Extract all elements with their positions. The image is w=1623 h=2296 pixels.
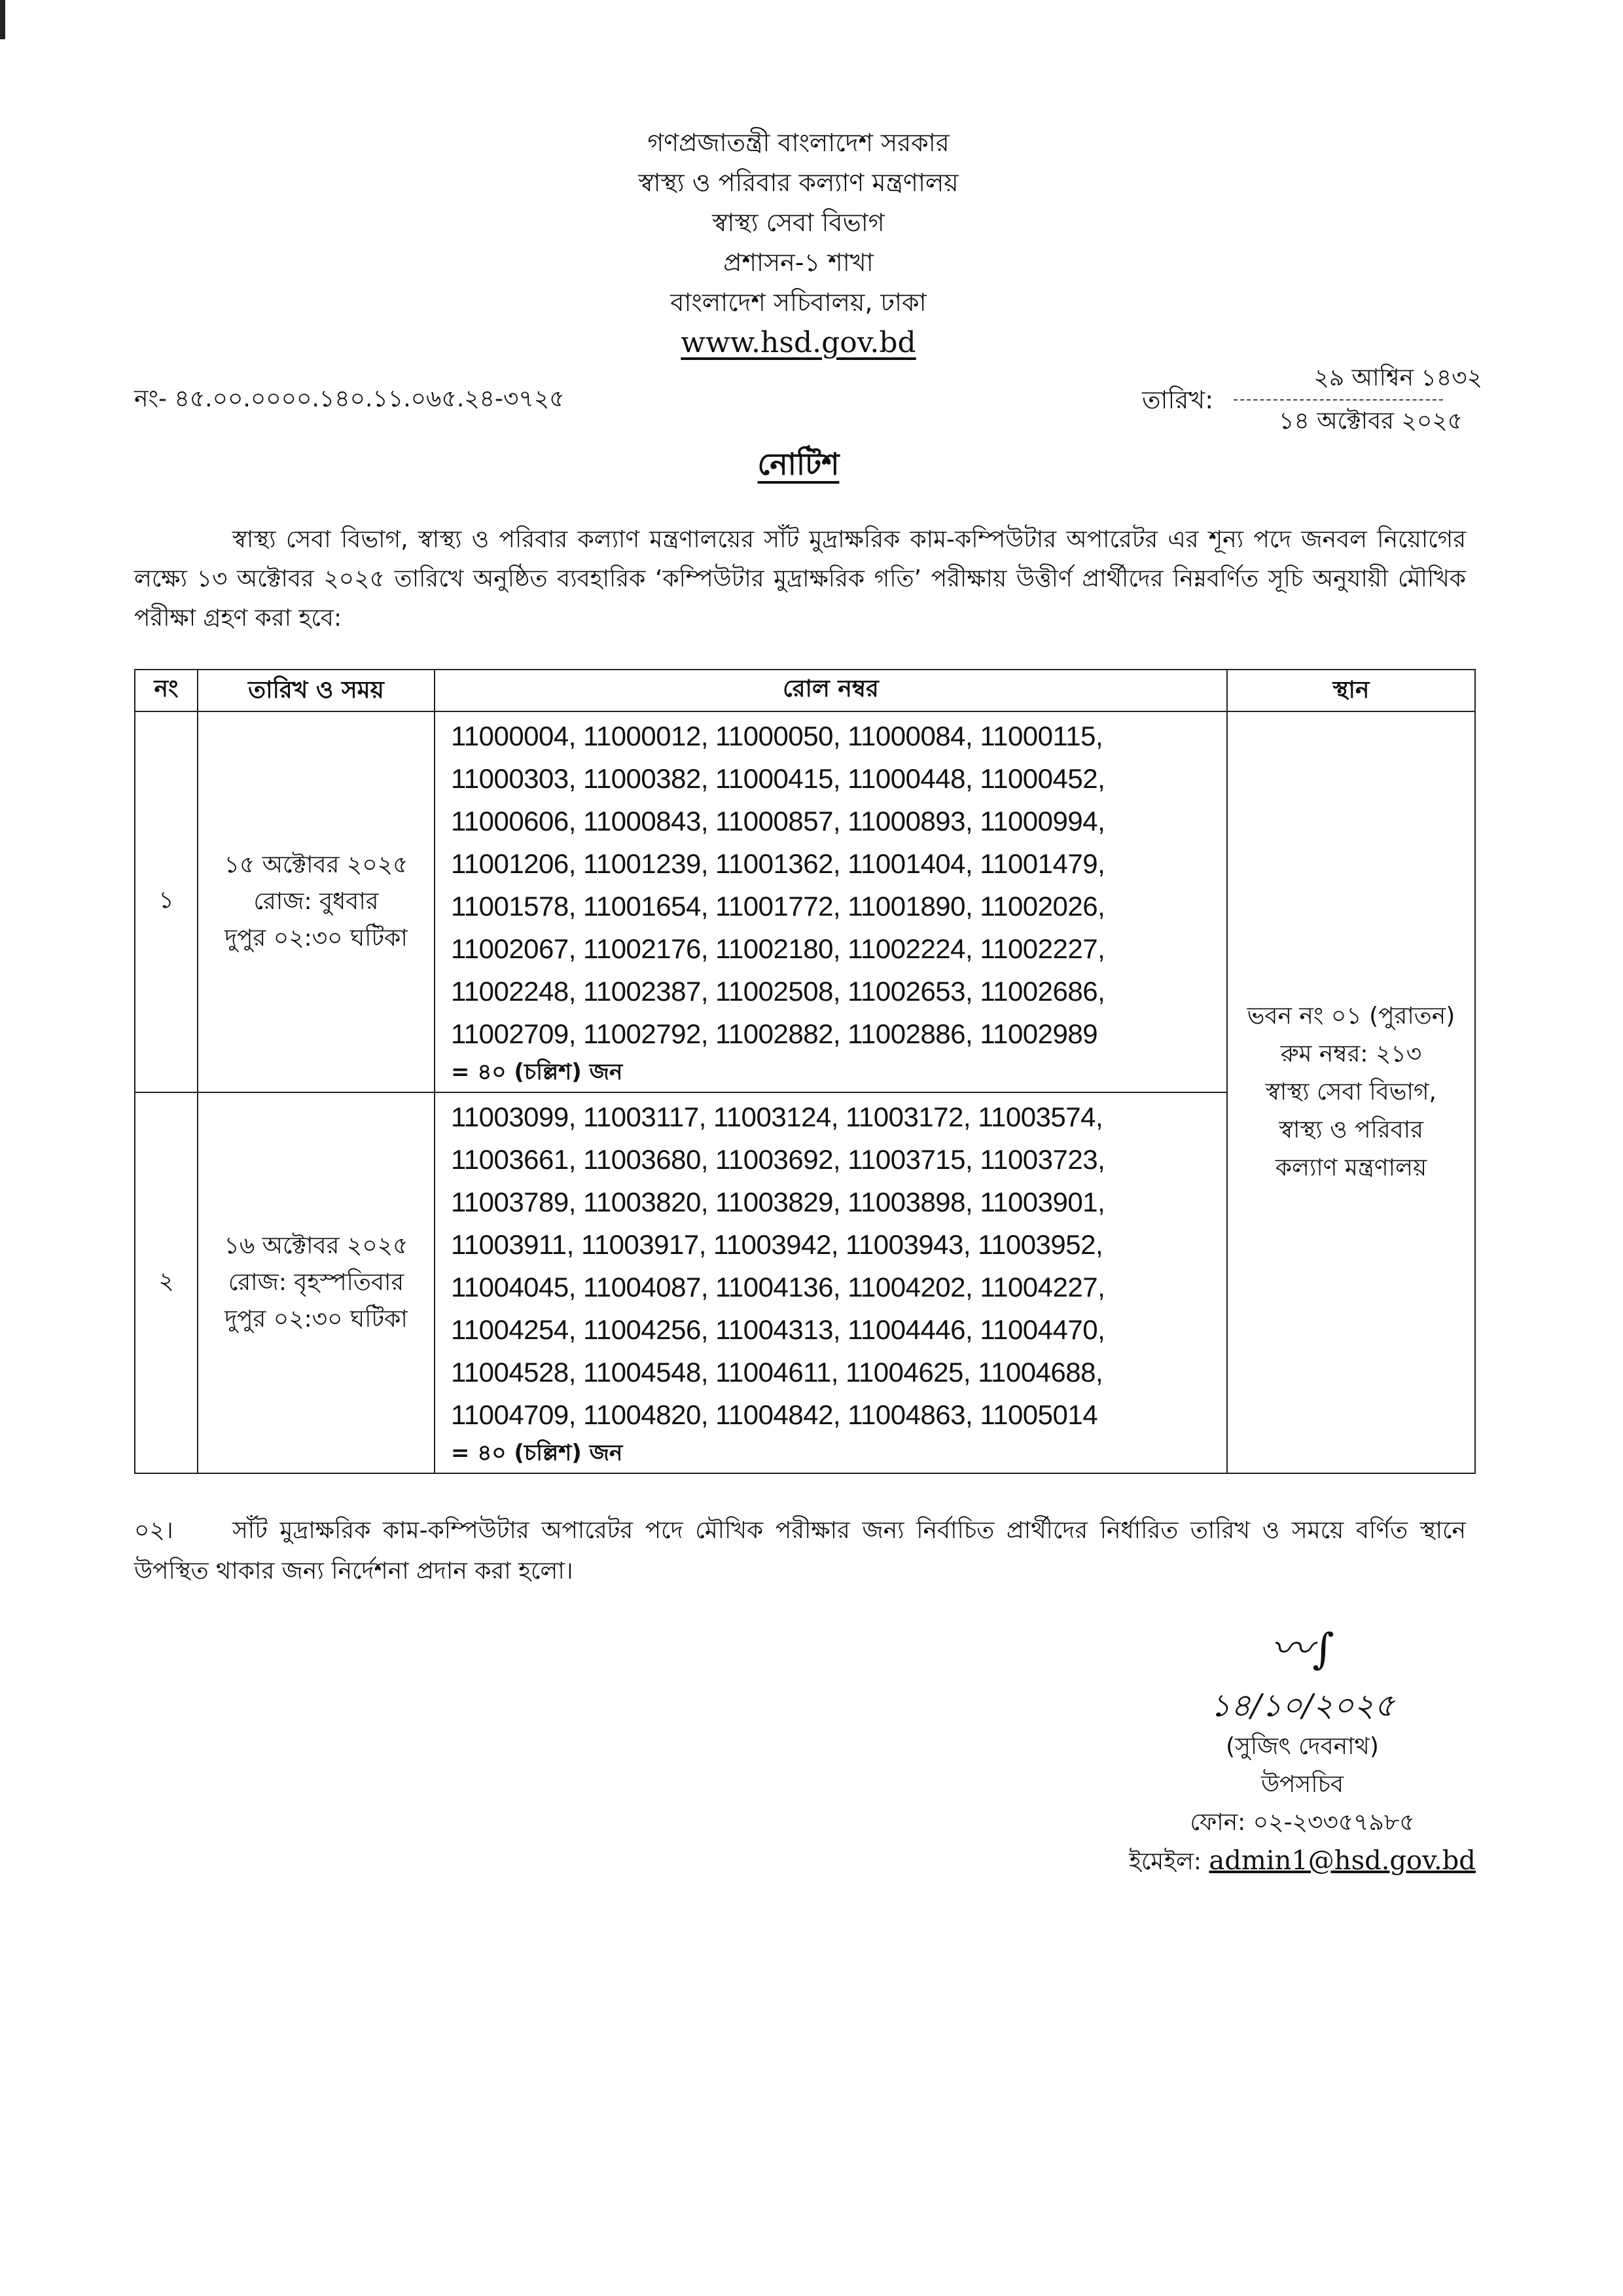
row-date: ১৬ অক্টোবর ২০২৫ — [224, 1232, 408, 1259]
letterhead — [0, 123, 1597, 363]
row-rolls — [435, 711, 1227, 1092]
col-header-place: স্থান — [1227, 670, 1475, 711]
row-time: দুপুর ০২:৩০ ঘটিকা — [224, 1306, 408, 1333]
header-government: গণপ্রজাতন্ত্রী বাংলাদেশ সরকার — [647, 128, 950, 157]
venue-building: ভবন নং ০১ (পুরাতন) — [1247, 1003, 1455, 1030]
signature-date: ১৪/১০/২০২৫ — [1210, 1687, 1395, 1724]
signature-block — [1106, 1617, 1499, 1881]
table-header-row — [135, 670, 1475, 711]
interview-schedule-table — [134, 669, 1476, 1474]
header-ministry: স্বাস্থ্য ও পরিবার কল্যাণ মন্ত্রণালয় — [638, 168, 959, 197]
row-rolls — [435, 1092, 1227, 1473]
signatory-phone: ফোন: ০২-২৩৩৫৭৯৮৫ — [1190, 1809, 1415, 1836]
date-bangla: ২৯ আশ্বিন ১৪৩২ — [1313, 365, 1482, 391]
col-header-roll: রোল নম্বর — [435, 670, 1227, 711]
venue-division: স্বাস্থ্য সেবা বিভাগ, — [1265, 1079, 1436, 1105]
date-block — [1142, 360, 1482, 439]
venue-ministry-2: কল্যাণ মন্ত্রণালয় — [1275, 1155, 1427, 1181]
header-branch: প্রশাসন-১ শাখা — [723, 248, 874, 277]
row-day: রোজ: বৃহস্পতিবার — [228, 1269, 404, 1296]
date-gregorian: ১৪ অক্টোবর ২০২৫ — [1279, 408, 1463, 435]
roll-total: = ৪০ (চল্লিশ) জন — [451, 1440, 623, 1466]
intro-paragraph: স্বাস্থ্য সেবা বিভাগ, স্বাস্থ্য ও পরিবার কল্যাণ মন্ত্রণালয়ের সাঁট মুদ্রাক্ষরিক কাম-কম্পিউটার অপারেটর এর শূন্য পদে জনবল নিয়োগের লক্ষ্যে ১৩ অক্টোবর ২০২৫ তারিখে অনুষ্ঠিত ব্যবহারিক ‘কম্পিউটার মুদ্রাক্ষরিক গতি’ পরীক্ষায় উত্তীর্ণ প্রার্থীদের নিম্নবর্ণিত সূচি অনুযায়ী মৌখিক পরীক্ষা গ্রহণ করা হবে: — [134, 526, 1466, 632]
roll-total: = ৪০ (চল্লিশ) জন — [451, 1059, 623, 1085]
row-day: রোজ: বুধবার — [253, 888, 379, 915]
venue-room: রুম নম্বর: ২১৩ — [1280, 1041, 1422, 1067]
row-datetime — [198, 1092, 435, 1473]
venue-cell — [1227, 711, 1475, 1473]
paragraph-number: ০২। — [134, 1517, 173, 1544]
website-link[interactable]: www.hsd.gov.bd — [681, 326, 916, 359]
signatory-designation: উপসচিব — [1260, 1771, 1344, 1798]
header-address: বাংলাদেশ সচিবালয়, ঢাকা — [670, 288, 927, 317]
table-row — [135, 711, 1475, 1092]
email-link[interactable]: admin1@hsd.gov.bd — [1209, 1846, 1476, 1876]
handwritten-signature: 〰∫ — [1270, 1625, 1334, 1674]
col-header-datetime: তারিখ ও সময় — [198, 670, 435, 711]
roll-number-list: 11000004, 11000012, 11000050, 11000084, 11000115, 11000303, 11000382, 11000415, 11000448, 11000452, 11000606, 11000843, 11000857, 11000893, 11000994, 11001206, 11001239, 11001362, 11001404, 11001479, 11001578, 11001654, 11001772, 11001890, 11002026, 11002067, 11002176, 11002180, 11002224, 11002227, 11002248, 11002387, 11002508, 11002653, 11002686, 11002709, 11002792, 11002882, 11002886, 11002989 — [451, 721, 1105, 1049]
venue-ministry-1: স্বাস্থ্য ও পরিবার — [1279, 1117, 1423, 1143]
row-date: ১৫ অক্টোবর ২০২৫ — [224, 852, 408, 878]
email-label: ইমেইল: — [1129, 1848, 1202, 1875]
signatory-email-line — [1106, 1842, 1499, 1881]
row-number: ২ — [135, 1092, 198, 1473]
header-division: স্বাস্থ্য সেবা বিভাগ — [712, 208, 885, 237]
row-number: ১ — [135, 711, 198, 1092]
date-divider — [1234, 399, 1443, 401]
paragraph-text: সাঁট মুদ্রাক্ষরিক কাম-কম্পিউটার অপারেটর পদে মৌখিক পরীক্ষার জন্য নির্বাচিত প্রার্থীদের নির্ধারিত তারিখ ও সময়ে বর্ণিত স্থানে উপস্থিত থাকার জন্য নির্দেশনা প্রদান করা হলো। — [134, 1517, 1466, 1585]
row-time: দুপুর ০২:৩০ ঘটিকা — [224, 925, 408, 952]
col-header-no: নং — [135, 670, 198, 711]
signatory-name: (সুজিৎ দেবনাথ) — [1226, 1733, 1379, 1760]
date-label: তারিখ: — [1142, 386, 1214, 414]
instruction-paragraph — [134, 1511, 1466, 1592]
memo-number: নং- ৪৫.০০.০০০০.১৪০.১১.০৬৫.২৪-৩৭২৫ — [134, 386, 565, 412]
roll-number-list: 11003099, 11003117, 11003124, 11003172, 11003574, 11003661, 11003680, 11003692, 11003715, 11003723, 11003789, 11003820, 11003829, 11003898, 11003901, 11003911, 11003917, 11003942, 11003943, 11003952, 11004045, 11004087, 11004136, 11004202, 11004227, 11004254, 11004256, 11004313, 11004446, 11004470, 11004528, 11004548, 11004611, 11004625, 11004688, 11004709, 11004820, 11004842, 11004863, 11005014 — [451, 1102, 1105, 1430]
notice-title: নোটিশ — [757, 446, 840, 482]
scan-edge-mark — [0, 0, 5, 39]
row-datetime — [198, 711, 435, 1092]
